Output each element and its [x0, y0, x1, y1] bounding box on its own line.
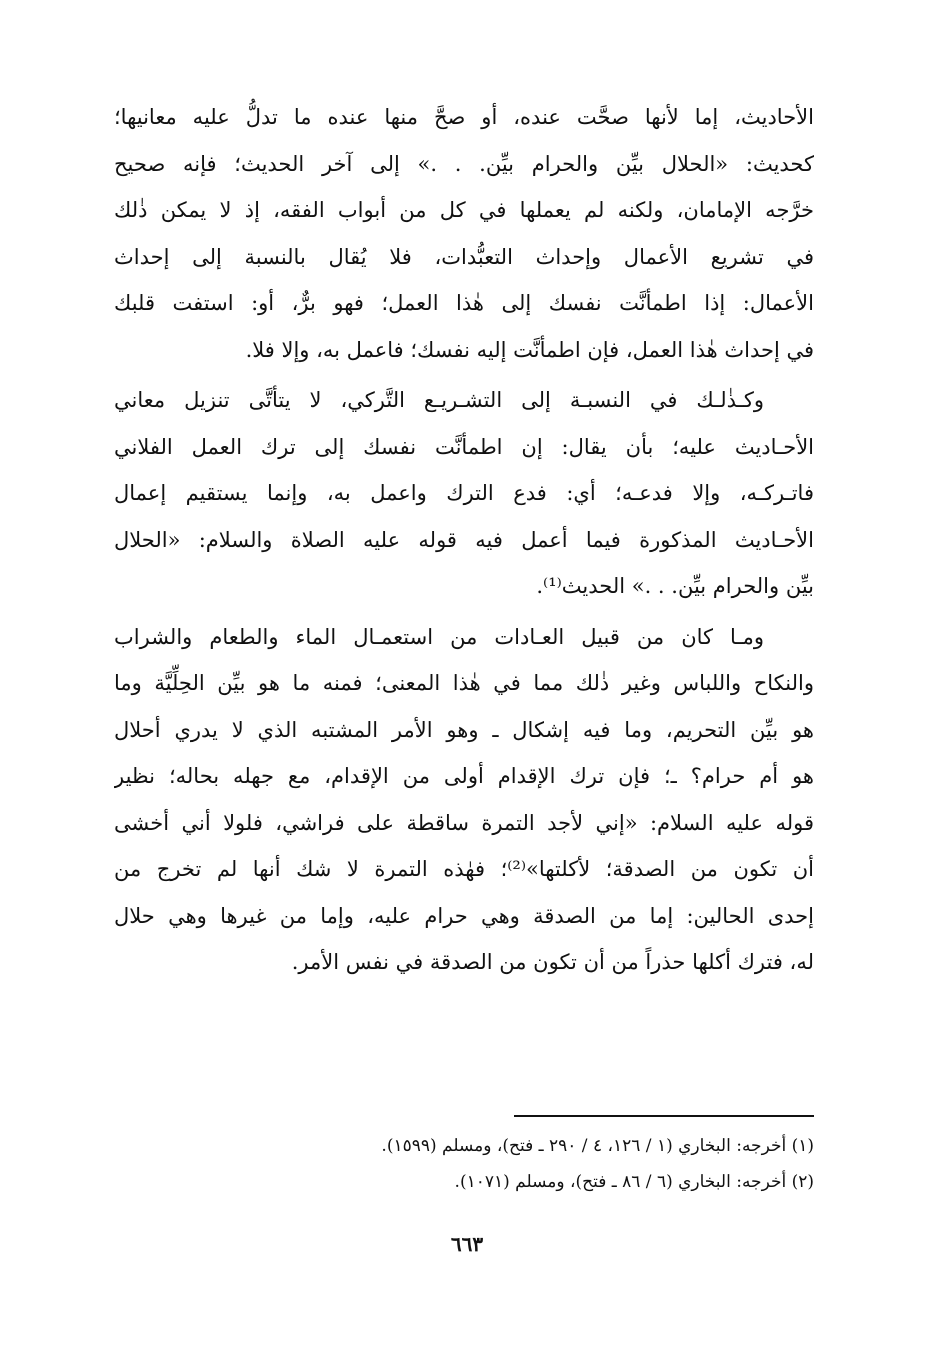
paragraph-3 [114, 614, 814, 986]
footnote-2: (٢) أخرجه: البخاري (٦ / ٨٦ ـ فتح)، ومسلم (١٠٧١). [454, 1172, 814, 1192]
text-line: كحديث: «الحلال بيِّن والحرام بيِّن. . .» إلى آخر الحديث؛ فإنه صحيح [114, 151, 814, 176]
text-line: وكـذٰلـك في النسبـة إلى التشـريـع التَّركي، لا يتأتَّى تنزيل معاني [114, 388, 764, 412]
text-line: الأحـاديث المذكورة فيما أعمل فيه قوله عليه الصلاة والسلام: «الحلال [114, 527, 814, 552]
text-line: خرَّجه الإمامان، ولكنه لم يعملها في كل من أبواب الفقه، إذ لا يمكن ذٰلك [114, 198, 814, 222]
text-line: قوله عليه السلام: «إني لأجد التمرة ساقطة على فراشي، فلولا أني أخشى [114, 810, 814, 835]
main-text [114, 94, 814, 986]
text-line: فاتـركـه، وإلا فدعـه؛ أي: فدع الترك واعمل به، وإنما يستقيم إعمال [114, 481, 814, 505]
footnotes [114, 1128, 814, 1200]
text-line: في تشريع الأعمال وإحداث التعبُّدات، فلا يُقال بالنسبة إلى إحداث [114, 244, 814, 269]
page-number: ٦٦٣ [450, 1232, 484, 1256]
text-line: والنكاح واللباس وغير ذٰلك مما في هٰذا المعنى؛ فمنه ما هو بيِّن الحِلِّيَّة وما [114, 671, 814, 695]
text-line: في إحداث هٰذا العمل، فإن اطمأنَّت إليه نفسك؛ فاعمل به، وإلا فلا. [245, 337, 814, 362]
text-line: ومـا كان من قبيل العـادات من استعمـال الماء والطعام والشراب [114, 624, 764, 649]
paragraph-2 [114, 377, 814, 610]
text-line: بيِّن والحرام بيِّن. . .» الحديث⁽¹⁾. [536, 574, 814, 598]
paragraph-1 [114, 94, 814, 373]
text-line: هو بيِّن التحريم، وما فيه إشكال ـ وهو الأمر المشتبه الذي لا يدري أحلال [114, 717, 814, 742]
footnote-1: (١) أخرجه: البخاري (١ / ١٢٦، ٤ / ٢٩٠ ـ فتح)، ومسلم (١٥٩٩). [381, 1136, 814, 1156]
footnote-divider [514, 1115, 814, 1117]
text-line: أن تكون من الصدقة؛ لأكلتها»⁽²⁾؛ فهٰذه التمرة لا شك أنها لم تخرج من [114, 857, 814, 881]
text-line: له، فترك أكلها حذراً من أن تكون من الصدقة في نفس الأمر. [291, 950, 814, 974]
text-line: الأحاديث، إما لأنها صحَّت عنده، أو صحَّ منها عنده ما تدلُّ عليه معانيها؛ [114, 105, 814, 129]
text-line: هو أم حرام؟ ـ؛ فإن ترك الإقدام أولى من الإقدام، مع جهله بحاله؛ نظير [114, 764, 814, 788]
text-line: الأعمال: إذا اطمأنَّت نفسك إلى هٰذا العمل؛ فهو برٌّ، أو: استفت قلبك [114, 291, 814, 315]
text-line: إحدى الحالين: إما من الصدقة وهي حرام عليه، وإما من غيرها وهي حلال [114, 903, 814, 928]
text-line: الأحـاديث عليه؛ بأن يقال: إن اطمأنَّت نفسك إلى ترك العمل الفلاني [114, 434, 814, 459]
